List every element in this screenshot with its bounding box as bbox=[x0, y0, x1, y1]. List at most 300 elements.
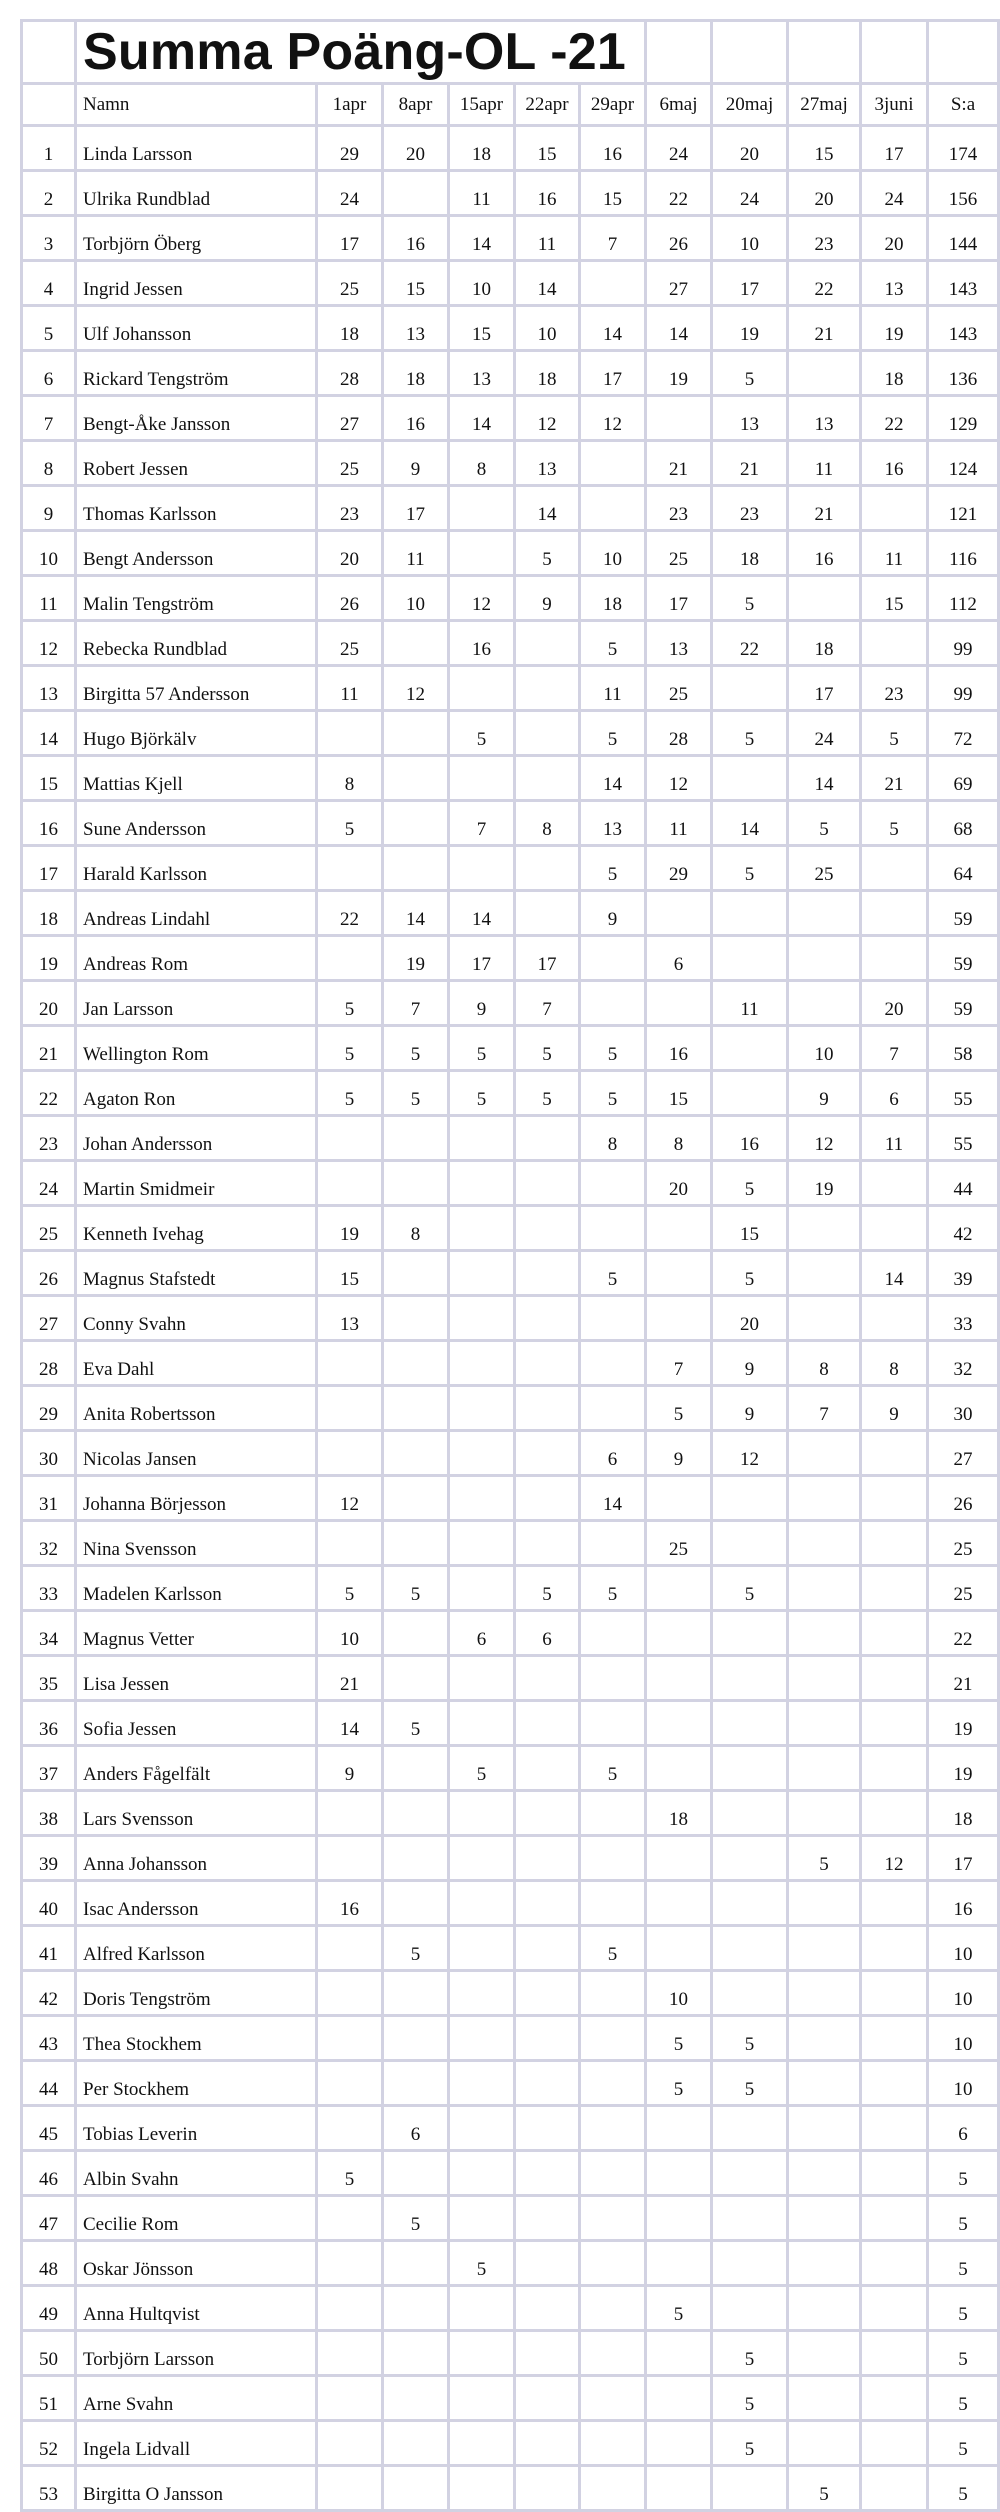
table-row bbox=[22, 2286, 999, 2331]
score-cell: 17 bbox=[861, 126, 928, 171]
score-cell: 16 bbox=[788, 531, 861, 576]
score-cell bbox=[515, 621, 580, 666]
header-date: 27maj bbox=[788, 84, 861, 126]
score-cell: 6 bbox=[580, 1431, 646, 1476]
score-cell bbox=[317, 2106, 383, 2151]
table-row bbox=[22, 576, 999, 621]
score-cell bbox=[788, 2016, 861, 2061]
score-cell: 9 bbox=[788, 1071, 861, 1116]
score-cell bbox=[712, 891, 788, 936]
score-cell: 8 bbox=[646, 1116, 712, 1161]
score-cell bbox=[449, 2376, 515, 2421]
rank-cell: 50 bbox=[22, 2331, 76, 2376]
score-cell bbox=[788, 576, 861, 621]
score-cell bbox=[449, 2061, 515, 2106]
rank-cell: 37 bbox=[22, 1746, 76, 1791]
score-cell bbox=[646, 1611, 712, 1656]
score-cell: 5 bbox=[712, 846, 788, 891]
rank-cell: 12 bbox=[22, 621, 76, 666]
score-cell: 20 bbox=[317, 531, 383, 576]
score-cell: 14 bbox=[861, 1251, 928, 1296]
score-cell: 5 bbox=[515, 1566, 580, 1611]
table-row bbox=[22, 261, 999, 306]
score-cell bbox=[861, 2106, 928, 2151]
score-cell: 11 bbox=[646, 801, 712, 846]
score-cell bbox=[788, 2331, 861, 2376]
score-cell bbox=[515, 1341, 580, 1386]
name-cell: Lars Svensson bbox=[76, 1791, 317, 1836]
name-cell: Andreas Lindahl bbox=[76, 891, 317, 936]
table-row bbox=[22, 2061, 999, 2106]
score-cell bbox=[317, 2016, 383, 2061]
score-cell bbox=[788, 351, 861, 396]
score-cell: 5 bbox=[580, 1071, 646, 1116]
score-cell bbox=[580, 1521, 646, 1566]
table-row bbox=[22, 891, 999, 936]
score-cell: 20 bbox=[861, 981, 928, 1026]
table-row bbox=[22, 126, 999, 171]
score-cell bbox=[515, 1971, 580, 2016]
score-cell: 13 bbox=[515, 441, 580, 486]
score-cell bbox=[788, 1431, 861, 1476]
name-cell: Agaton Ron bbox=[76, 1071, 317, 1116]
table-row bbox=[22, 936, 999, 981]
score-cell bbox=[712, 2106, 788, 2151]
name-cell: Torbjörn Öberg bbox=[76, 216, 317, 261]
score-cell: 18 bbox=[788, 621, 861, 666]
rank-cell: 41 bbox=[22, 1926, 76, 1971]
score-cell: 7 bbox=[861, 1026, 928, 1071]
score-cell bbox=[788, 2061, 861, 2106]
score-cell: 18 bbox=[580, 576, 646, 621]
score-cell bbox=[646, 2466, 712, 2511]
score-cell: 14 bbox=[515, 486, 580, 531]
score-cell: 9 bbox=[646, 1431, 712, 1476]
score-cell: 5 bbox=[712, 351, 788, 396]
rank-cell: 17 bbox=[22, 846, 76, 891]
header-name: Namn bbox=[76, 84, 317, 126]
score-cell bbox=[580, 2376, 646, 2421]
score-cell bbox=[515, 1791, 580, 1836]
score-cell bbox=[861, 486, 928, 531]
score-cell: 7 bbox=[788, 1386, 861, 1431]
name-cell: Anders Fågelfält bbox=[76, 1746, 317, 1791]
score-cell bbox=[580, 486, 646, 531]
score-cell bbox=[712, 936, 788, 981]
score-cell bbox=[861, 846, 928, 891]
score-cell: 13 bbox=[646, 621, 712, 666]
score-cell bbox=[515, 2106, 580, 2151]
name-cell: Anita Robertsson bbox=[76, 1386, 317, 1431]
rank-cell: 21 bbox=[22, 1026, 76, 1071]
score-cell: 29 bbox=[646, 846, 712, 891]
total-cell: 59 bbox=[928, 891, 999, 936]
score-cell bbox=[580, 1386, 646, 1431]
rank-cell: 46 bbox=[22, 2151, 76, 2196]
score-cell: 10 bbox=[383, 576, 449, 621]
score-cell bbox=[317, 936, 383, 981]
score-cell: 12 bbox=[580, 396, 646, 441]
score-cell: 18 bbox=[449, 126, 515, 171]
score-cell: 12 bbox=[515, 396, 580, 441]
score-cell: 19 bbox=[861, 306, 928, 351]
score-cell: 21 bbox=[788, 486, 861, 531]
score-cell bbox=[861, 2196, 928, 2241]
score-cell: 25 bbox=[317, 261, 383, 306]
score-cell bbox=[861, 1521, 928, 1566]
score-cell: 20 bbox=[712, 126, 788, 171]
score-cell bbox=[788, 1206, 861, 1251]
total-cell: 58 bbox=[928, 1026, 999, 1071]
score-cell: 8 bbox=[788, 1341, 861, 1386]
total-cell: 59 bbox=[928, 981, 999, 1026]
score-cell: 8 bbox=[580, 1116, 646, 1161]
rank-cell: 8 bbox=[22, 441, 76, 486]
score-cell: 14 bbox=[712, 801, 788, 846]
score-cell bbox=[580, 1341, 646, 1386]
score-cell: 14 bbox=[580, 306, 646, 351]
score-cell bbox=[449, 1656, 515, 1701]
score-cell bbox=[317, 2241, 383, 2286]
score-cell bbox=[515, 2286, 580, 2331]
score-cell bbox=[449, 1116, 515, 1161]
score-cell bbox=[646, 1206, 712, 1251]
table-row bbox=[22, 2376, 999, 2421]
table-row bbox=[22, 1701, 999, 1746]
score-cell bbox=[515, 1116, 580, 1161]
score-cell bbox=[788, 2106, 861, 2151]
table-row bbox=[22, 486, 999, 531]
score-cell bbox=[515, 1296, 580, 1341]
score-cell bbox=[383, 2466, 449, 2511]
table-row bbox=[22, 1611, 999, 1656]
score-cell bbox=[383, 1791, 449, 1836]
header-date: 29apr bbox=[580, 84, 646, 126]
score-cell: 14 bbox=[515, 261, 580, 306]
total-cell: 129 bbox=[928, 396, 999, 441]
score-cell: 15 bbox=[712, 1206, 788, 1251]
score-cell: 24 bbox=[712, 171, 788, 216]
score-cell bbox=[449, 1476, 515, 1521]
score-cell: 15 bbox=[646, 1071, 712, 1116]
total-cell: 5 bbox=[928, 2196, 999, 2241]
name-cell: Alfred Karlsson bbox=[76, 1926, 317, 1971]
total-cell: 10 bbox=[928, 2016, 999, 2061]
score-cell bbox=[317, 1161, 383, 1206]
score-cell bbox=[788, 981, 861, 1026]
score-cell: 22 bbox=[317, 891, 383, 936]
score-cell: 23 bbox=[712, 486, 788, 531]
total-cell: 44 bbox=[928, 1161, 999, 1206]
score-cell bbox=[788, 936, 861, 981]
total-cell: 10 bbox=[928, 1926, 999, 1971]
score-cell: 14 bbox=[383, 891, 449, 936]
score-cell bbox=[712, 1656, 788, 1701]
score-cell: 5 bbox=[515, 531, 580, 576]
score-cell: 25 bbox=[788, 846, 861, 891]
score-cell bbox=[712, 1701, 788, 1746]
name-cell: Sofia Jessen bbox=[76, 1701, 317, 1746]
score-cell bbox=[788, 1611, 861, 1656]
table-row bbox=[22, 1341, 999, 1386]
table-row bbox=[22, 981, 999, 1026]
total-cell: 19 bbox=[928, 1746, 999, 1791]
total-cell: 21 bbox=[928, 1656, 999, 1701]
score-cell bbox=[861, 2331, 928, 2376]
score-cell bbox=[861, 936, 928, 981]
score-cell: 26 bbox=[317, 576, 383, 621]
score-cell bbox=[646, 396, 712, 441]
table-row bbox=[22, 351, 999, 396]
total-cell: 121 bbox=[928, 486, 999, 531]
score-cell: 5 bbox=[383, 2196, 449, 2241]
score-cell bbox=[515, 1521, 580, 1566]
score-cell bbox=[383, 171, 449, 216]
score-cell: 24 bbox=[861, 171, 928, 216]
score-cell bbox=[449, 1521, 515, 1566]
rank-cell: 14 bbox=[22, 711, 76, 756]
rank-cell: 39 bbox=[22, 1836, 76, 1881]
score-cell bbox=[646, 2331, 712, 2376]
score-cell bbox=[449, 1161, 515, 1206]
name-cell: Malin Tengström bbox=[76, 576, 317, 621]
score-cell bbox=[646, 2376, 712, 2421]
score-cell: 5 bbox=[580, 846, 646, 891]
total-cell: 64 bbox=[928, 846, 999, 891]
header-rank bbox=[22, 84, 76, 126]
score-cell bbox=[580, 2331, 646, 2376]
score-cell: 12 bbox=[449, 576, 515, 621]
table-row bbox=[22, 2196, 999, 2241]
score-cell bbox=[515, 2466, 580, 2511]
score-cell bbox=[449, 2466, 515, 2511]
name-cell: Linda Larsson bbox=[76, 126, 317, 171]
score-cell bbox=[580, 2421, 646, 2466]
score-cell: 13 bbox=[712, 396, 788, 441]
score-cell: 5 bbox=[712, 1566, 788, 1611]
score-cell bbox=[383, 756, 449, 801]
score-cell: 11 bbox=[861, 1116, 928, 1161]
name-cell: Nina Svensson bbox=[76, 1521, 317, 1566]
total-cell: 55 bbox=[928, 1116, 999, 1161]
rank-cell: 52 bbox=[22, 2421, 76, 2466]
score-cell: 5 bbox=[449, 1026, 515, 1071]
score-cell bbox=[515, 1881, 580, 1926]
table-row bbox=[22, 666, 999, 711]
table-row bbox=[22, 1071, 999, 1116]
score-cell bbox=[515, 1476, 580, 1521]
name-cell: Andreas Rom bbox=[76, 936, 317, 981]
score-cell bbox=[515, 2061, 580, 2106]
total-cell: 32 bbox=[928, 1341, 999, 1386]
score-cell bbox=[383, 2331, 449, 2376]
score-cell bbox=[449, 2331, 515, 2376]
score-cell bbox=[317, 1926, 383, 1971]
score-cell: 18 bbox=[317, 306, 383, 351]
score-cell: 25 bbox=[646, 1521, 712, 1566]
title-empty-cell bbox=[788, 21, 861, 84]
table-row bbox=[22, 1971, 999, 2016]
score-cell bbox=[580, 261, 646, 306]
table-row bbox=[22, 801, 999, 846]
score-cell bbox=[712, 1881, 788, 1926]
name-cell: Anna Johansson bbox=[76, 1836, 317, 1881]
score-cell bbox=[317, 2061, 383, 2106]
score-cell: 25 bbox=[317, 621, 383, 666]
score-cell bbox=[515, 711, 580, 756]
score-cell: 5 bbox=[861, 801, 928, 846]
score-cell bbox=[580, 1161, 646, 1206]
name-cell: Mattias Kjell bbox=[76, 756, 317, 801]
rank-cell: 23 bbox=[22, 1116, 76, 1161]
rank-cell: 19 bbox=[22, 936, 76, 981]
score-cell: 5 bbox=[515, 1026, 580, 1071]
table-row bbox=[22, 711, 999, 756]
header-date: 15apr bbox=[449, 84, 515, 126]
rank-cell: 49 bbox=[22, 2286, 76, 2331]
score-cell bbox=[580, 2016, 646, 2061]
score-cell: 15 bbox=[861, 576, 928, 621]
name-cell: Wellington Rom bbox=[76, 1026, 317, 1071]
name-cell: Ulrika Rundblad bbox=[76, 171, 317, 216]
score-cell: 13 bbox=[449, 351, 515, 396]
score-cell: 18 bbox=[646, 1791, 712, 1836]
score-cell bbox=[449, 2196, 515, 2241]
score-cell: 23 bbox=[861, 666, 928, 711]
table-row bbox=[22, 2151, 999, 2196]
score-cell bbox=[383, 1521, 449, 1566]
score-cell: 14 bbox=[788, 756, 861, 801]
rank-cell: 48 bbox=[22, 2241, 76, 2286]
score-cell: 5 bbox=[580, 1746, 646, 1791]
score-cell bbox=[712, 756, 788, 801]
score-cell: 9 bbox=[449, 981, 515, 1026]
score-cell bbox=[580, 2286, 646, 2331]
score-cell bbox=[515, 756, 580, 801]
score-cell: 22 bbox=[861, 396, 928, 441]
score-cell: 12 bbox=[861, 1836, 928, 1881]
score-cell bbox=[861, 2151, 928, 2196]
score-cell bbox=[788, 1701, 861, 1746]
score-cell bbox=[449, 2151, 515, 2196]
score-cell: 5 bbox=[646, 2016, 712, 2061]
table-row bbox=[22, 1206, 999, 1251]
name-cell: Albin Svahn bbox=[76, 2151, 317, 2196]
score-cell: 21 bbox=[646, 441, 712, 486]
score-cell bbox=[646, 891, 712, 936]
score-cell bbox=[580, 1971, 646, 2016]
total-cell: 143 bbox=[928, 261, 999, 306]
score-cell bbox=[861, 2421, 928, 2466]
name-cell: Lisa Jessen bbox=[76, 1656, 317, 1701]
score-cell bbox=[788, 1791, 861, 1836]
score-cell: 11 bbox=[449, 171, 515, 216]
rank-cell: 11 bbox=[22, 576, 76, 621]
score-cell bbox=[788, 1566, 861, 1611]
score-cell: 5 bbox=[712, 2376, 788, 2421]
name-cell: Rebecka Rundblad bbox=[76, 621, 317, 666]
score-cell bbox=[449, 2421, 515, 2466]
score-cell bbox=[861, 1296, 928, 1341]
name-cell: Martin Smidmeir bbox=[76, 1161, 317, 1206]
score-cell: 7 bbox=[449, 801, 515, 846]
total-cell: 124 bbox=[928, 441, 999, 486]
score-cell: 15 bbox=[317, 1251, 383, 1296]
score-cell bbox=[788, 1251, 861, 1296]
rank-cell: 44 bbox=[22, 2061, 76, 2106]
score-cell bbox=[383, 1611, 449, 1656]
table-row bbox=[22, 1251, 999, 1296]
score-cell bbox=[646, 2241, 712, 2286]
score-cell: 16 bbox=[317, 1881, 383, 1926]
score-cell: 5 bbox=[317, 1566, 383, 1611]
score-cell: 17 bbox=[449, 936, 515, 981]
score-cell: 8 bbox=[317, 756, 383, 801]
score-cell: 12 bbox=[317, 1476, 383, 1521]
score-cell bbox=[449, 756, 515, 801]
score-cell bbox=[861, 1476, 928, 1521]
total-cell: 18 bbox=[928, 1791, 999, 1836]
score-cell bbox=[580, 1836, 646, 1881]
score-cell bbox=[646, 1926, 712, 1971]
score-cell: 14 bbox=[646, 306, 712, 351]
score-cell: 15 bbox=[449, 306, 515, 351]
score-cell bbox=[861, 2061, 928, 2106]
total-cell: 5 bbox=[928, 2376, 999, 2421]
score-cell bbox=[646, 2151, 712, 2196]
name-cell: Johan Andersson bbox=[76, 1116, 317, 1161]
table-row bbox=[22, 2466, 999, 2511]
score-cell: 5 bbox=[449, 2241, 515, 2286]
score-cell bbox=[788, 1476, 861, 1521]
rank-cell: 5 bbox=[22, 306, 76, 351]
score-cell: 10 bbox=[317, 1611, 383, 1656]
score-cell bbox=[515, 891, 580, 936]
score-cell bbox=[861, 891, 928, 936]
score-cell: 26 bbox=[646, 216, 712, 261]
score-cell bbox=[449, 1341, 515, 1386]
total-cell: 143 bbox=[928, 306, 999, 351]
score-cell: 7 bbox=[515, 981, 580, 1026]
score-cell bbox=[317, 1431, 383, 1476]
score-cell bbox=[580, 981, 646, 1026]
score-cell bbox=[317, 2286, 383, 2331]
score-cell: 6 bbox=[449, 1611, 515, 1656]
score-cell bbox=[861, 621, 928, 666]
table-row bbox=[22, 1746, 999, 1791]
score-cell bbox=[712, 1746, 788, 1791]
score-cell: 12 bbox=[788, 1116, 861, 1161]
score-cell bbox=[580, 2466, 646, 2511]
score-cell: 13 bbox=[788, 396, 861, 441]
table-row bbox=[22, 2241, 999, 2286]
score-cell bbox=[646, 1656, 712, 1701]
name-cell: Kenneth Ivehag bbox=[76, 1206, 317, 1251]
score-cell: 5 bbox=[580, 1026, 646, 1071]
score-cell bbox=[580, 2061, 646, 2106]
score-cell: 5 bbox=[788, 801, 861, 846]
score-cell bbox=[515, 1656, 580, 1701]
score-cell: 24 bbox=[788, 711, 861, 756]
score-cell: 9 bbox=[861, 1386, 928, 1431]
score-cell: 27 bbox=[317, 396, 383, 441]
score-cell bbox=[712, 1026, 788, 1071]
table-row bbox=[22, 396, 999, 441]
score-cell bbox=[712, 2466, 788, 2511]
rank-cell: 15 bbox=[22, 756, 76, 801]
score-cell: 5 bbox=[646, 2061, 712, 2106]
score-cell bbox=[646, 1881, 712, 1926]
